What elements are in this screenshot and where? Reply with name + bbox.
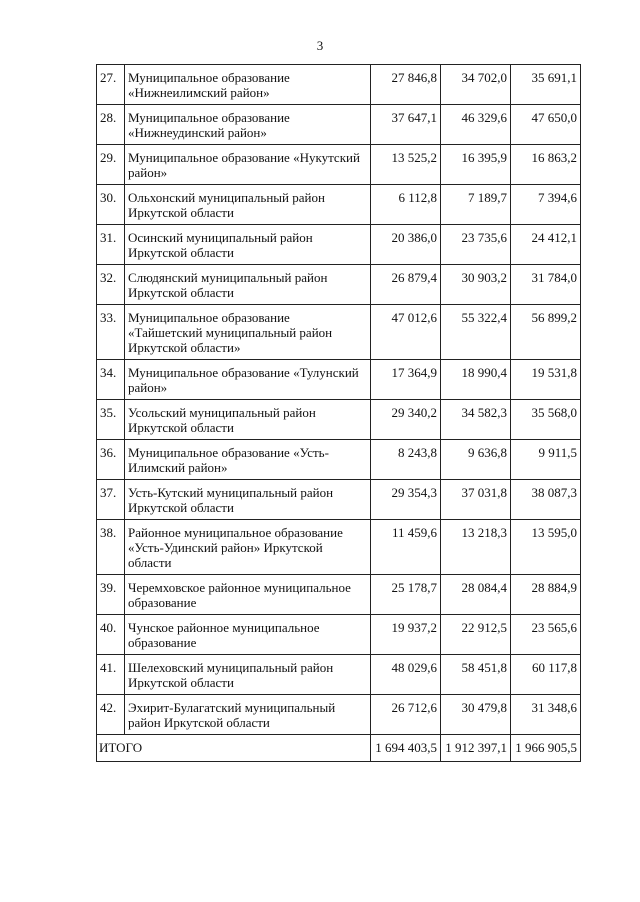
value-col2-cell: 37 031,8: [441, 480, 511, 520]
total-value-col3: 1 966 905,5: [511, 735, 581, 762]
value-col2-cell: 16 395,9: [441, 145, 511, 185]
municipality-name-cell: Районное муниципальное образование «Усть-Удинский район» Иркутской области: [125, 520, 371, 575]
total-row: [97, 735, 581, 762]
value-col1-cell: 8 243,8: [371, 440, 441, 480]
value-col2-cell: 58 451,8: [441, 655, 511, 695]
value-col2-cell: 13 218,3: [441, 520, 511, 575]
value-col2-cell: 23 735,6: [441, 225, 511, 265]
row-number-cell: 29.: [97, 145, 125, 185]
value-col2-cell: 30 903,2: [441, 265, 511, 305]
municipality-name-cell: Черемховское районное муниципальное образование: [125, 575, 371, 615]
page-number: 3: [316, 38, 324, 53]
row-number-cell: 32.: [97, 265, 125, 305]
municipality-name-cell: Усольский муниципальный район Иркутской области: [125, 400, 371, 440]
row-number-cell: 31.: [97, 225, 125, 265]
row-number-cell: 35.: [97, 400, 125, 440]
value-col2-cell: 55 322,4: [441, 305, 511, 360]
row-number-cell: 30.: [97, 185, 125, 225]
value-col3-cell: 35 691,1: [511, 65, 581, 105]
value-col3-cell: 47 650,0: [511, 105, 581, 145]
table-row: [97, 655, 581, 695]
table-row: [97, 305, 581, 360]
table-row: [97, 615, 581, 655]
table-row: [97, 105, 581, 145]
value-col1-cell: 29 354,3: [371, 480, 441, 520]
value-col3-cell: 23 565,6: [511, 615, 581, 655]
row-number-cell: 27.: [97, 65, 125, 105]
total-value-col2: 1 912 397,1: [441, 735, 511, 762]
value-col2-cell: 7 189,7: [441, 185, 511, 225]
value-col1-cell: 19 937,2: [371, 615, 441, 655]
row-number-cell: 39.: [97, 575, 125, 615]
value-col2-cell: 18 990,4: [441, 360, 511, 400]
municipality-name-cell: Шелеховский муниципальный район Иркутской области: [125, 655, 371, 695]
total-value-col1: 1 694 403,5: [371, 735, 441, 762]
value-col1-cell: 11 459,6: [371, 520, 441, 575]
table-row: [97, 265, 581, 305]
table-row: [97, 225, 581, 265]
row-number-cell: 36.: [97, 440, 125, 480]
value-col1-cell: 47 012,6: [371, 305, 441, 360]
table-row: [97, 360, 581, 400]
row-number-cell: 34.: [97, 360, 125, 400]
value-col3-cell: 13 595,0: [511, 520, 581, 575]
table-row: [97, 145, 581, 185]
value-col3-cell: 9 911,5: [511, 440, 581, 480]
municipality-name-cell: Муниципальное образование «Тайшетский муниципальный район Иркутской области»: [125, 305, 371, 360]
value-col1-cell: 26 712,6: [371, 695, 441, 735]
table-row: [97, 440, 581, 480]
value-col1-cell: 26 879,4: [371, 265, 441, 305]
row-number-cell: 28.: [97, 105, 125, 145]
municipality-name-cell: Муниципальное образование «Нижнеудинский район»: [125, 105, 371, 145]
value-col1-cell: 27 846,8: [371, 65, 441, 105]
value-col2-cell: 28 084,4: [441, 575, 511, 615]
value-col3-cell: 7 394,6: [511, 185, 581, 225]
row-number-cell: 41.: [97, 655, 125, 695]
table-row: [97, 400, 581, 440]
municipality-name-cell: Муниципальное образование «Усть-Илимский район»: [125, 440, 371, 480]
municipality-name-cell: Осинский муниципальный район Иркутской области: [125, 225, 371, 265]
total-label: ИТОГО: [97, 735, 371, 762]
table-row: [97, 480, 581, 520]
value-col3-cell: 31 784,0: [511, 265, 581, 305]
municipality-name-cell: Усть-Кутский муниципальный район Иркутской области: [125, 480, 371, 520]
value-col2-cell: 9 636,8: [441, 440, 511, 480]
value-col1-cell: 29 340,2: [371, 400, 441, 440]
value-col2-cell: 46 329,6: [441, 105, 511, 145]
value-col2-cell: 22 912,5: [441, 615, 511, 655]
row-number-cell: 38.: [97, 520, 125, 575]
value-col2-cell: 34 702,0: [441, 65, 511, 105]
value-col3-cell: 31 348,6: [511, 695, 581, 735]
row-number-cell: 40.: [97, 615, 125, 655]
table-row: [97, 520, 581, 575]
value-col3-cell: 35 568,0: [511, 400, 581, 440]
table-row: [97, 575, 581, 615]
row-number-cell: 37.: [97, 480, 125, 520]
value-col1-cell: 48 029,6: [371, 655, 441, 695]
municipality-name-cell: Эхирит-Булагатский муниципальный район Иркутской области: [125, 695, 371, 735]
value-col1-cell: 13 525,2: [371, 145, 441, 185]
value-col1-cell: 25 178,7: [371, 575, 441, 615]
municipality-name-cell: Муниципальное образование «Нукутский район»: [125, 145, 371, 185]
table-body: [97, 65, 581, 762]
value-col2-cell: 34 582,3: [441, 400, 511, 440]
row-number-cell: 42.: [97, 695, 125, 735]
municipality-name-cell: Чунское районное муниципальное образование: [125, 615, 371, 655]
municipality-name-cell: Ольхонский муниципальный район Иркутской области: [125, 185, 371, 225]
value-col3-cell: 24 412,1: [511, 225, 581, 265]
value-col2-cell: 30 479,8: [441, 695, 511, 735]
budget-table: [96, 64, 581, 762]
value-col1-cell: 17 364,9: [371, 360, 441, 400]
value-col1-cell: 6 112,8: [371, 185, 441, 225]
municipality-name-cell: Муниципальное образование «Тулунский район»: [125, 360, 371, 400]
row-number-cell: 33.: [97, 305, 125, 360]
value-col1-cell: 20 386,0: [371, 225, 441, 265]
value-col3-cell: 56 899,2: [511, 305, 581, 360]
table-row: [97, 65, 581, 105]
value-col3-cell: 19 531,8: [511, 360, 581, 400]
value-col3-cell: 28 884,9: [511, 575, 581, 615]
value-col3-cell: 60 117,8: [511, 655, 581, 695]
municipality-name-cell: Слюдянский муниципальный район Иркутской области: [125, 265, 371, 305]
value-col3-cell: 38 087,3: [511, 480, 581, 520]
value-col3-cell: 16 863,2: [511, 145, 581, 185]
municipality-name-cell: Муниципальное образование «Нижнеилимский район»: [125, 65, 371, 105]
table-row: [97, 695, 581, 735]
value-col1-cell: 37 647,1: [371, 105, 441, 145]
table-row: [97, 185, 581, 225]
